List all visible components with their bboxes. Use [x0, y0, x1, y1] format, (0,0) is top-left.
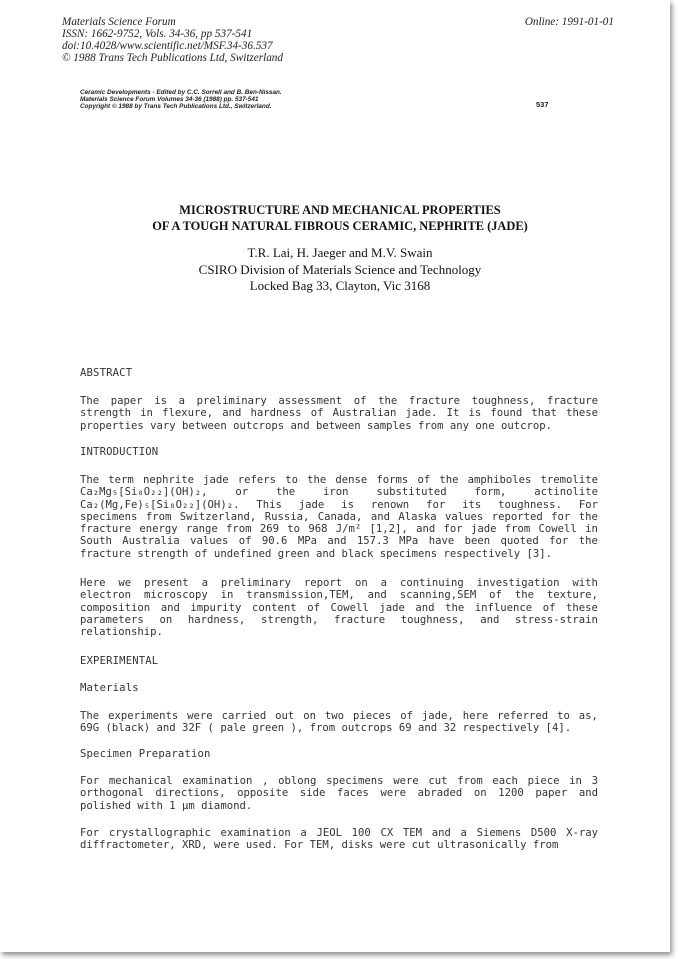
abstract-heading: ABSTRACT	[80, 367, 133, 379]
abstract-text	[80, 395, 598, 432]
text-line: 69G (black) and 32F ( pale green ), from outcrops 69 and 32 respectively [4].	[80, 722, 572, 735]
title-line: MICROSTRUCTURE AND MECHANICAL PROPERTIES	[179, 203, 501, 217]
text-line: The experiments were carried out on two pieces of jade, here referred to as,	[80, 710, 598, 722]
text-line: The term nephrite jade refers to the dense forms of the amphiboles tremolite	[80, 474, 598, 486]
paper-title	[60, 202, 620, 234]
journal-copyright: © 1988 Trans Tech Publications Ltd, Switzerland	[62, 52, 283, 64]
specimen-preparation-text	[80, 775, 598, 812]
credit-line: Copyright © 1988 by Trans Tech Publications Ltd., Switzerland.	[80, 103, 272, 111]
credit-line: Ceramic Developments - Edited by C.C. Sorrell and B. Ben-Nissan.	[80, 89, 282, 96]
text-line: The paper is a preliminary assessment of the fracture toughness, fracture	[80, 395, 598, 407]
text-line: South Australia values of 90.6 MPa and 157.3 MPa have been quoted for the	[80, 535, 598, 548]
journal-doi: doi:10.4028/www.scientific.net/MSF.34-36.537	[62, 40, 273, 52]
text-line: fracture strength of undefined green and black specimens respectively [3].	[80, 547, 552, 560]
text-line: polished with 1 μm diamond.	[80, 799, 253, 812]
introduction-paragraph-1	[80, 474, 598, 560]
author-block	[60, 245, 620, 295]
text-line: For mechanical examination , oblong specimens were cut from each piece in 3	[80, 775, 598, 787]
journal-header	[62, 16, 283, 64]
online-date: Online: 1991-01-01	[524, 16, 614, 28]
crystallography-text	[80, 827, 598, 852]
journal-name: Materials Science Forum	[62, 16, 176, 28]
text-line: orthogonal directions, opposite side faces were abraded on 1200 paper and	[80, 787, 598, 800]
text-line: diffractometer, XRD, were used. For TEM, disks were cut ultrasonically from	[80, 839, 559, 852]
specimen-preparation-heading: Specimen Preparation	[80, 748, 211, 760]
text-line: For crystallographic examination a JEOL 100 CX TEM and a Siemens D500 X-ray	[80, 827, 598, 839]
text-line: properties vary between outcrops and between samples from any one outcrop.	[80, 419, 552, 432]
text-line: electron microscopy in transmission,TEM, and scanning,SEM of the texture,	[80, 589, 598, 602]
text-line: Ca₂(Mg,Fe)₅[Si₈O₂₂](OH)₂. This jade is renown for its toughness. For	[80, 498, 598, 511]
credit-line: Materials Science Forum Volumes 34-36 (1988) pp. 537-541	[80, 96, 259, 104]
credit-block	[80, 89, 282, 111]
text-line: parameters on hardness, strength, fracture toughness, and stress-strain	[80, 613, 598, 626]
experimental-heading: EXPERIMENTAL	[80, 655, 159, 667]
text-line: strength in flexure, and hardness of Australian jade. It is found that these	[80, 407, 598, 420]
text-line: composition and impurity content of Cowell jade and the influence of these	[80, 601, 598, 614]
text-line: fracture energy range from 269 to 968 J/m² [1,2], and for jade from Cowell in	[80, 523, 598, 536]
introduction-heading: INTRODUCTION	[80, 446, 159, 458]
text-line: relationship.	[80, 626, 163, 639]
materials-heading: Materials	[80, 682, 139, 694]
title-line: OF A TOUGH NATURAL FIBROUS CERAMIC, NEPHRITE (JADE)	[152, 219, 528, 233]
author-affiliation: CSIRO Division of Materials Science and Technology	[198, 261, 482, 277]
author-names: T.R. Lai, H. Jaeger and M.V. Swain	[247, 245, 433, 260]
text-line: Here we present a preliminary report on a continuing investigation with	[80, 577, 598, 589]
text-line: specimens from Switzerland, Russia, Canada, and Alaska values reported for the	[80, 510, 598, 523]
author-address: Locked Bag 33, Clayton, Vic 3168	[249, 278, 431, 294]
journal-issn: ISSN: 1662-9752, Vols. 34-36, pp 537-541	[62, 28, 253, 40]
introduction-paragraph-2	[80, 577, 598, 638]
text-line: Ca₂Mg₅[Si₈O₂₂](OH)₂, or the iron substituted form, actinolite	[80, 486, 598, 499]
materials-text	[80, 710, 598, 735]
page-number: 537	[536, 100, 549, 109]
